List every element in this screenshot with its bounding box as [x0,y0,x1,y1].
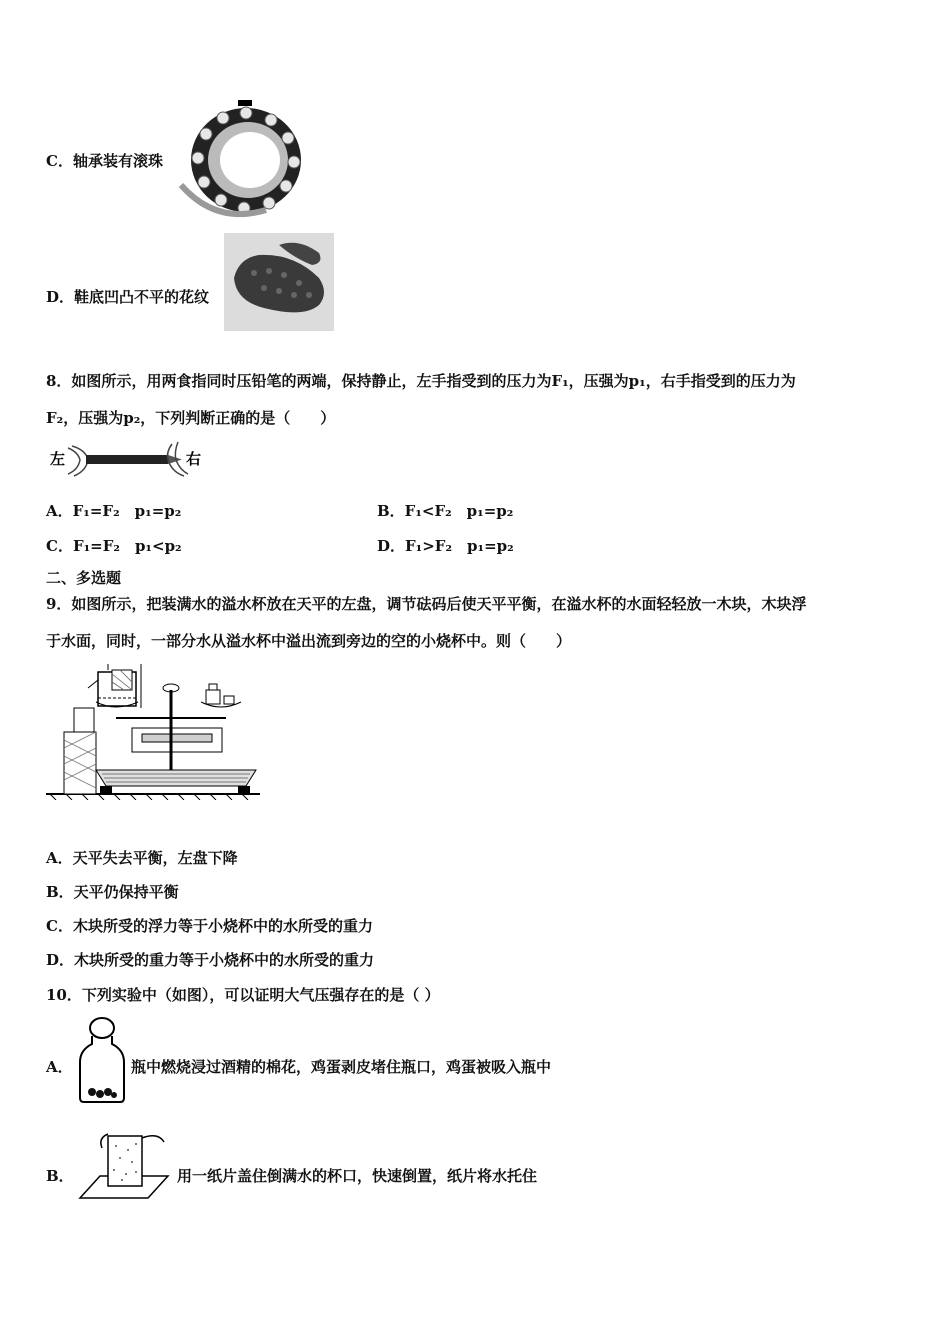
q10-stem: 10．下列实验中（如图），可以证明大气压强存在的是（ ） [46,986,440,1004]
q8-option-b[interactable]: B．F₁<F₂ p₁=p₂ [377,502,514,520]
q10-option-b-text: 用一纸片盖住倒满水的杯口，快速倒置，纸片将水托住 [177,1167,538,1185]
q8-option-d[interactable]: D．F₁>F₂ p₁=p₂ [377,537,514,555]
left-label: 左 [50,450,66,468]
balance-overflow-figure [46,660,262,800]
bottle-egg-figure [76,1016,128,1104]
pencil-fingers-figure [48,438,208,480]
shoe-sole-image [224,233,334,331]
right-label: 右 [186,450,202,468]
q9-stem-line1: 9．如图所示，把装满水的溢水杯放在天平的左盘，调节砝码后使天平平衡，在溢水杯的水面轻轻放一木块，木块浮 [46,595,807,613]
q8-option-a[interactable]: A．F₁=F₂ p₁=p₂ [46,502,182,520]
q9-option-d[interactable]: D．木块所受的重力等于小烧杯中的水所受的重力 [46,951,375,969]
section-heading: 二、多选题 [46,569,122,587]
q7-option-d[interactable]: D．鞋底凹凸不平的花纹 [46,288,210,306]
q7-option-c[interactable]: C．轴承装有滚珠 [46,152,163,170]
q9-option-a[interactable]: A．天平失去平衡，左盘下降 [46,849,238,867]
cup-paper-figure [78,1128,174,1202]
q8-option-c[interactable]: C．F₁=F₂ p₁<p₂ [46,537,182,555]
q9-stem-line2: 于水面，同时，一部分水从溢水杯中溢出流到旁边的空的小烧杯中。则（ ） [46,632,572,650]
bearing-image [176,100,306,220]
q10-option-a-label[interactable]: A． [46,1058,73,1076]
q10-option-a-text: 瓶中燃烧浸过酒精的棉花，鸡蛋剥皮堵住瓶口，鸡蛋被吸入瓶中 [131,1058,552,1076]
q9-option-c[interactable]: C．木块所受的浮力等于小烧杯中的水所受的重力 [46,917,373,935]
q8-stem-line1: 8．如图所示，用两食指同时压铅笔的两端，保持静止，左手指受到的压力为F₁，压强为p₁，右手指受到的压力为 [46,372,796,390]
q9-option-b[interactable]: B．天平仍保持平衡 [46,883,179,901]
q8-stem-line2: F₂，压强为p₂，下列判断正确的是（ ） [46,409,336,427]
q10-option-b-label[interactable]: B． [46,1167,74,1185]
